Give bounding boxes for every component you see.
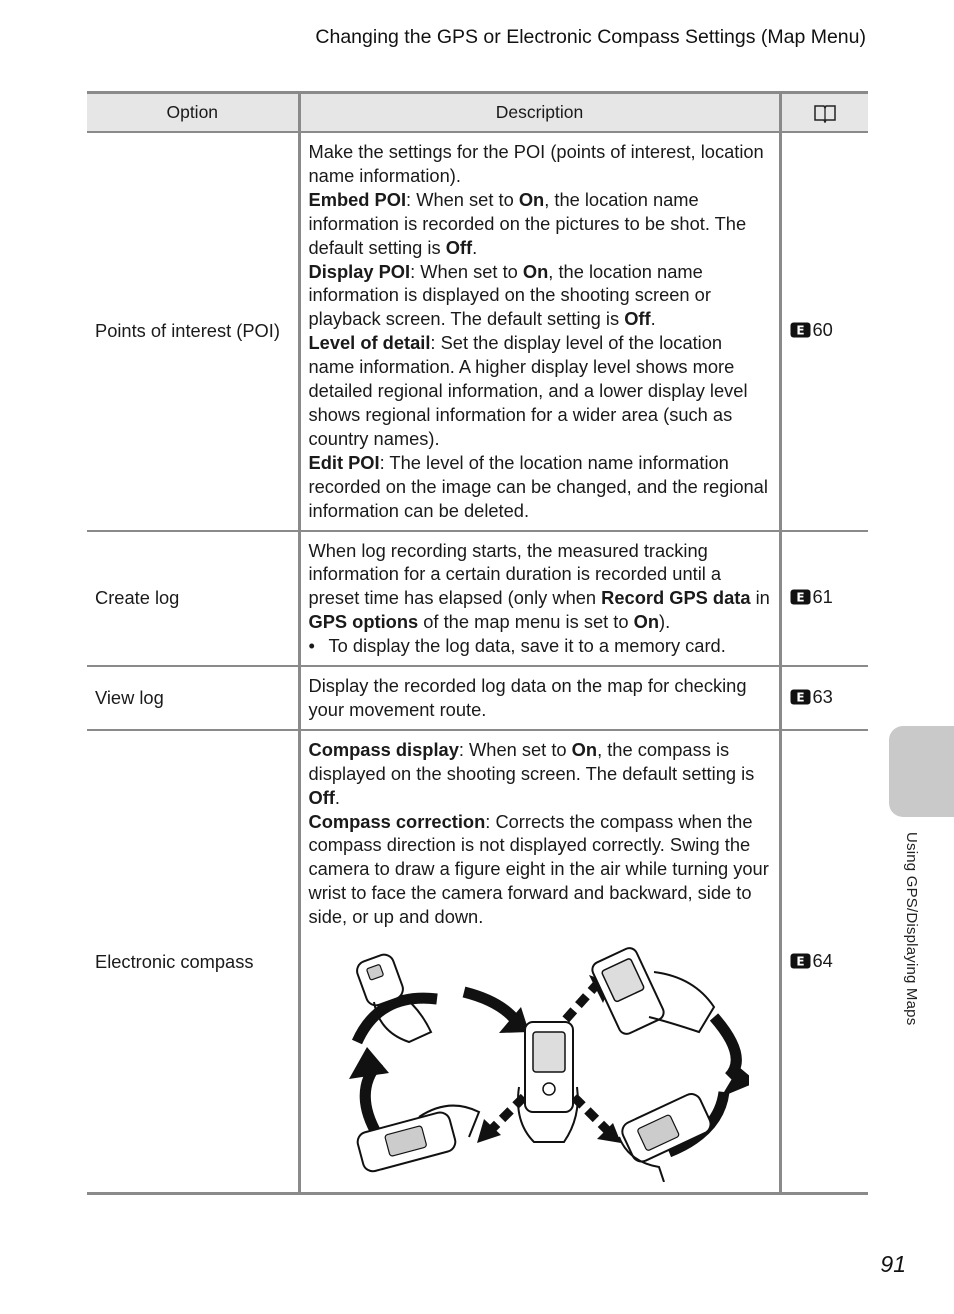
edit-poi-desc: Edit POI: The level of the location name information recorded on the image can be changed, and the regional information can be deleted. xyxy=(308,451,768,521)
reference-page: 63 xyxy=(812,686,833,707)
poi-intro: Make the settings for the POI (points of interest, location name information). xyxy=(308,141,764,186)
description-cell xyxy=(299,531,780,667)
table-row-poi xyxy=(87,132,868,531)
create-log-bullet: • To display the log data, save it to a memory card. xyxy=(308,635,726,657)
svg-text:E: E xyxy=(795,323,805,338)
reference-page: 64 xyxy=(812,949,833,971)
embed-poi-desc: Embed POI: When set to On, the location name information is recorded on the pictures to be shot. The default setting is Off. xyxy=(308,188,747,258)
column-header-reference xyxy=(780,93,868,133)
section-side-tab xyxy=(889,726,954,817)
figure-eight-calibration-illustration xyxy=(319,947,749,1182)
table-header-row xyxy=(87,93,868,133)
reference-section-e-icon xyxy=(790,689,811,705)
option-cell: Points of interest (POI) xyxy=(87,132,299,531)
reference-section-e-icon xyxy=(790,953,811,969)
table-row-create-log xyxy=(87,531,868,667)
reference-cell xyxy=(780,666,868,730)
options-table xyxy=(87,91,868,1195)
option-cell: Create log xyxy=(87,531,299,667)
table-row-electronic-compass xyxy=(87,730,868,1194)
compass-display-desc: Compass display: When set to On, the compass is displayed on the shooting screen. The default setting is Off. xyxy=(308,738,755,808)
option-cell: View log xyxy=(87,666,299,730)
reference-cell xyxy=(780,531,868,667)
description-cell xyxy=(299,730,780,1194)
reference-cell xyxy=(780,730,868,1194)
reference-section-e-icon xyxy=(790,322,811,338)
reference-page: 60 xyxy=(812,319,833,341)
section-side-label: Using GPS/Displaying Maps xyxy=(903,832,920,1026)
book-reference-icon xyxy=(813,103,837,123)
svg-text:E: E xyxy=(795,590,805,605)
column-header-description: Description xyxy=(299,93,780,133)
display-poi-desc: Display POI: When set to On, the location name information is displayed on the shooting screen or playback screen. The default setting is Off. xyxy=(308,260,711,330)
column-header-option: Option xyxy=(87,93,299,133)
svg-text:E: E xyxy=(795,954,805,969)
reference-page: 61 xyxy=(812,586,833,608)
compass-correction-desc: Compass correction: Corrects the compass when the compass direction is not displayed correctly. Swing the camera to draw a figure eight in the air while turning your wrist to face the camera forward and backward, side to side, or up and down. xyxy=(308,810,769,928)
reference-cell xyxy=(780,132,868,531)
create-log-desc: When log recording starts, the measured tracking information for a certain duration is recorded until a preset time has elapsed (only when Record GPS data in GPS options of the map menu is set to On). xyxy=(308,539,770,633)
svg-text:E: E xyxy=(795,690,805,705)
page-header-title: Changing the GPS or Electronic Compass Settings (Map Menu) xyxy=(315,26,866,48)
reference-section-e-icon xyxy=(790,589,811,605)
option-cell: Electronic compass xyxy=(87,730,299,1194)
page-number: 91 xyxy=(880,1251,906,1277)
view-log-desc: Display the recorded log data on the map for checking your movement route. xyxy=(308,675,747,720)
description-cell xyxy=(299,132,780,531)
description-cell xyxy=(299,666,780,730)
level-of-detail-desc: Level of detail: Set the display level of the location name information. A higher display level shows more detailed regional information, and a lower display level shows regional information for a wider area (such as country names). xyxy=(308,332,748,449)
table-row-view-log xyxy=(87,666,868,730)
